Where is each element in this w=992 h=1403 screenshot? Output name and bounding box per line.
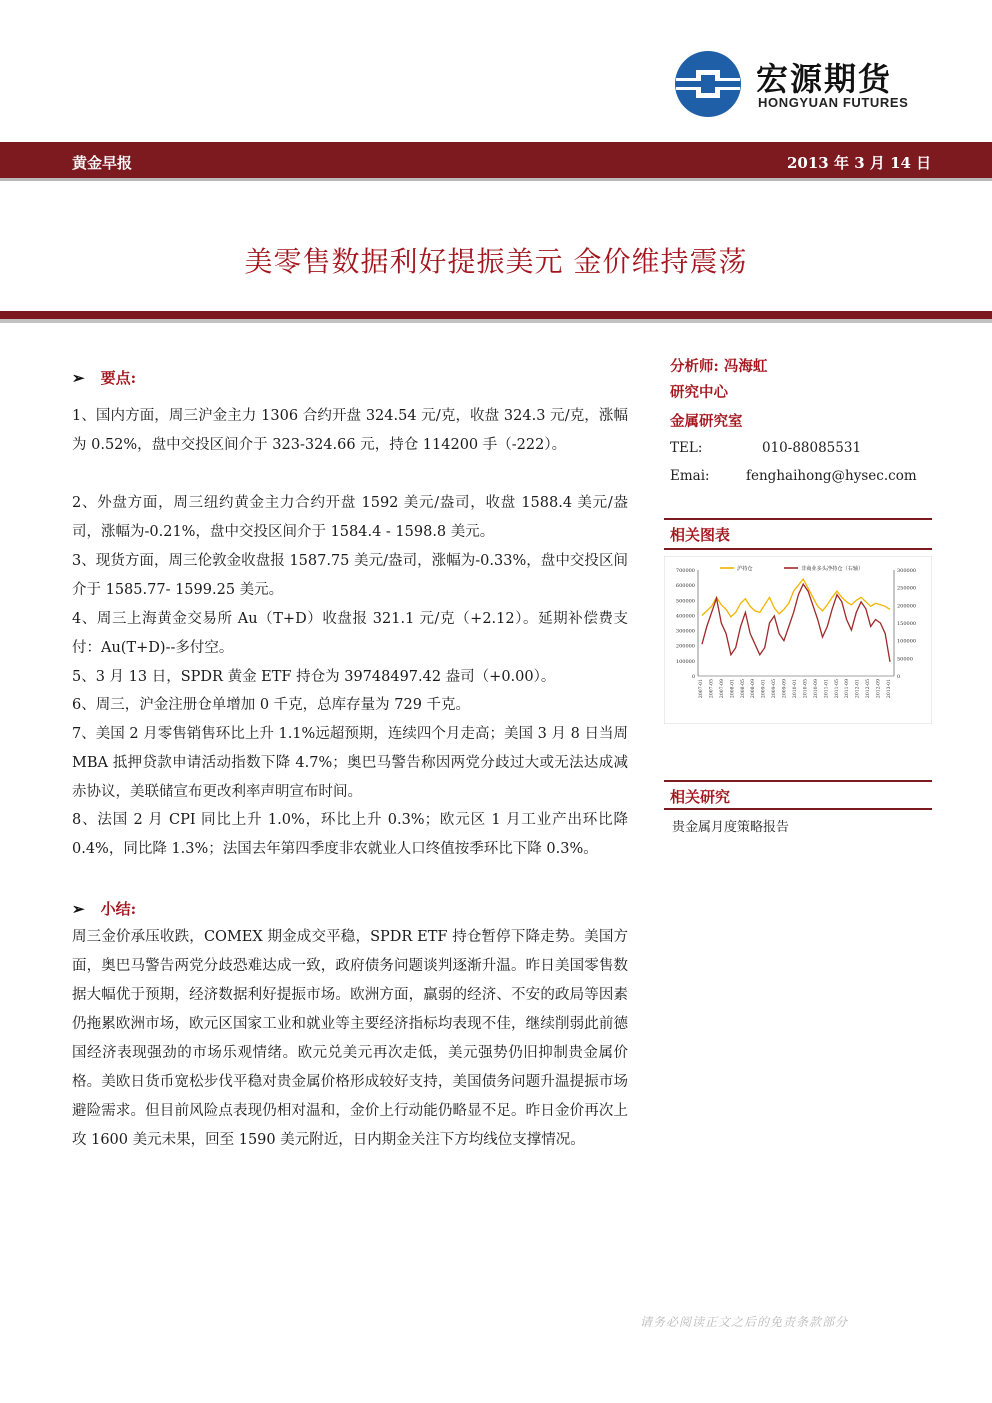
related-research-link[interactable]: 贵金属月度策略报告 xyxy=(672,820,790,835)
x-tick-label: 2011-09 xyxy=(845,679,851,699)
analyst-team: 金属研究室 xyxy=(670,413,743,430)
keypoint-item: 3、现货方面，周三伦敦金收盘报 1587.75 美元/盎司，涨幅为-0.33%，盘中交投区间介于 1585.77- 1599.25 美元。 xyxy=(72,553,628,598)
related-chart-rule-top xyxy=(664,518,932,520)
x-tick-label: 2011-01 xyxy=(824,679,830,699)
y-left-tick-label: 100000 xyxy=(675,658,695,665)
x-tick-label: 2012-01 xyxy=(855,679,861,699)
related-chart-heading: 相关图表 xyxy=(670,526,731,544)
related-research-rule-top xyxy=(664,780,932,782)
y-right-tick-label: 300000 xyxy=(897,568,917,574)
y-left-tick-label: 500000 xyxy=(675,598,695,605)
x-tick-label: 2010-09 xyxy=(813,679,819,699)
keypoint-item: 7、美国 2 月零售销售环比上升 1.1%远超预期，连续四个月走高；美国 3 月 8 日当周 MBA 抵押贷款申请活动指数下降 4.7%；奥巴马警告称因两党分歧过大或无法达成减赤协议，美联储宣布更改利率声明宣布时间。 xyxy=(72,726,628,800)
x-tick-label: 2009-09 xyxy=(782,679,788,699)
related-research-rule-bottom xyxy=(664,808,932,810)
summary-heading-text: 小结: xyxy=(100,900,137,918)
x-tick-label: 2008-05 xyxy=(740,679,746,699)
keypoint-item: 8、法国 2 月 CPI 同比上升 1.0%，环比上升 0.3%；欧元区 1 月工业产出环比降 0.4%，同比降 1.3%；法国去年第四季度非农就业人口终值按季环比下降 0.3%。 xyxy=(72,812,628,857)
y-right-tick-label: 250000 xyxy=(897,585,917,592)
report-title: 美零售数据利好提振美元 金价维持震荡 xyxy=(244,245,748,278)
x-tick-label: 2007-05 xyxy=(709,679,715,699)
keypoint-item: 5、3 月 13 日，SPDR 黄金 ETF 持仓为 39748497.42 盎司（+0.00）。 xyxy=(72,669,556,685)
keypoint-item: 2、外盘方面，周三纽约黄金主力合约开盘 1592 美元/盎司，收盘 1588.4 美元/盎司，涨幅为-0.21%，盘中交投区间介于 1584.4 - 1598.8 美元。 xyxy=(72,495,628,540)
logo-name-en: HONGYUAN FUTURES xyxy=(758,95,909,110)
related-chart-rule-bottom xyxy=(664,548,932,550)
related-research-heading: 相关研究 xyxy=(670,788,731,806)
disclaimer-note: 请务必阅读正文之后的免责条款部分 xyxy=(640,1315,849,1329)
keypoint-item: 1、国内方面，周三沪金主力 1306 合约开盘 324.54 元/克，收盘 324.3 元/克，涨幅为 0.52%，盘中交投区间介于 323-324.66 元，持仓 114200 手（-222）。 xyxy=(72,408,628,453)
x-tick-label: 2008-09 xyxy=(751,679,757,699)
y-left-tick-label: 0 xyxy=(691,674,695,680)
keypoints-heading-text: 要点: xyxy=(100,369,137,387)
x-tick-label: 2012-09 xyxy=(876,679,882,699)
summary-heading xyxy=(72,898,136,919)
email-label: Emai: xyxy=(670,468,710,484)
analyst-dept: 研究中心 xyxy=(670,384,728,401)
company-logo xyxy=(672,48,922,118)
title-band-rule xyxy=(0,319,992,323)
y-left-tick-label: 200000 xyxy=(675,643,695,650)
y-right-tick-label: 150000 xyxy=(897,621,917,627)
tel-label: TEL: xyxy=(670,440,703,456)
y-left-tick-label: 700000 xyxy=(675,568,695,574)
x-tick-label: 2007-09 xyxy=(719,679,725,699)
x-tick-label: 2009-05 xyxy=(772,679,778,699)
bullet-arrow-icon: ➢ xyxy=(72,369,85,387)
title-band xyxy=(0,311,992,319)
y-left-tick-label: 400000 xyxy=(675,613,695,620)
keypoint-item: 6、周三，沪金注册仓单增加 0 千克，总库存量为 729 千克。 xyxy=(72,697,471,713)
tel-value: 010-88085531 xyxy=(762,440,862,456)
summary-text: 周三金价承压收跌，COMEX 期金成交平稳，SPDR ETF 持仓暂停下降走势。美国方面，奥巴马警告两党分歧恐难达成一致，政府债务问题谈判逐渐升温。昨日美国零售数据大幅优于预期，经济数据利好提振市场。欧洲方面，羸弱的经济、不安的政局等因素仍拖累欧洲市场，欧元区国家工业和就业等主要经济指标均表现不佳，继续削弱此前德国经济表现强劲的市场乐观情绪。欧元兑美元再次走低，美元强势仍旧抑制贵金属价格。美欧日货币宽松步伐平稳对贵金属价格形成较好支持，美国债务问题升温提振市场避险需求。但目前风险点表现仍相对温和，金价上行动能仍略显不足。昨日金价再次上攻 1600 美元未果，回至 1590 美元附近，日内期金关注下方均线位支撑情况。 xyxy=(72,929,628,1148)
y-right-tick-label: 50000 xyxy=(897,656,913,663)
y-left-tick-label: 600000 xyxy=(675,583,695,590)
report-type: 黄金早报 xyxy=(72,154,133,172)
legend-label: 非商业多头净持仓（右轴） xyxy=(801,566,864,572)
x-tick-label: 2010-05 xyxy=(803,679,809,699)
bullet-arrow-icon: ➢ xyxy=(72,900,85,918)
y-right-tick-label: 0 xyxy=(897,674,901,680)
email-link[interactable]: fenghaihong@hysec.com xyxy=(746,468,917,484)
logo-name-cn: 宏源期货 xyxy=(756,60,893,98)
related-chart xyxy=(664,556,932,724)
logo-mark-icon xyxy=(672,48,744,120)
x-tick-label: 2012-05 xyxy=(866,679,872,699)
x-tick-label: 2008-01 xyxy=(730,679,736,699)
x-tick-label: 2010-01 xyxy=(793,679,798,699)
x-tick-label: 2007-01 xyxy=(699,679,704,699)
keypoints-heading xyxy=(72,367,136,388)
x-tick-label: 2013-01 xyxy=(887,679,892,699)
y-right-tick-label: 200000 xyxy=(897,603,917,610)
analyst-name: 分析师: 冯海虹 xyxy=(670,358,768,375)
y-right-tick-label: 100000 xyxy=(897,638,917,645)
report-date: 2013 年 3 月 14 日 xyxy=(787,154,932,172)
x-tick-label: 2009-01 xyxy=(761,679,767,699)
legend-label: 沪持仓 xyxy=(737,566,753,572)
header-band-rule xyxy=(0,178,992,181)
keypoint-item: 4、周三上海黄金交易所 Au（T+D）收盘报 321.1 元/克（+2.12）。延期补偿费支付：Au(T+D)--多付空。 xyxy=(72,611,628,656)
x-tick-label: 2011-05 xyxy=(834,679,840,699)
y-left-tick-label: 300000 xyxy=(675,628,695,635)
